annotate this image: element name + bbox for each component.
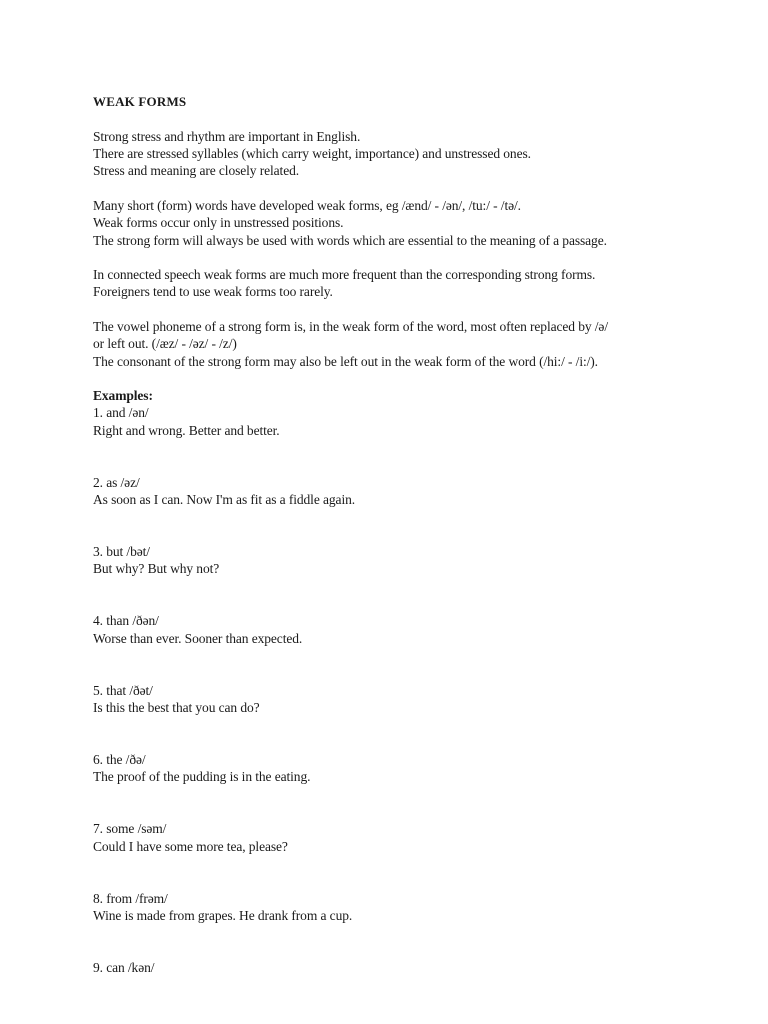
intro-line-2: There are stressed syllables (which carry weight, importance) and unstressed ones. <box>93 146 531 161</box>
example-word: 6. the /ðə/ <box>93 752 146 767</box>
para3-line-1: In connected speech weak forms are much more frequent than the corresponding strong forms. <box>93 267 596 282</box>
example-sentence: Worse than ever. Sooner than expected. <box>93 631 303 646</box>
example-word: 2. as /əz/ <box>93 475 140 490</box>
example-sentence: As soon as I can. Now I'm as fit as a fiddle again. <box>93 492 356 507</box>
example-word: 5. that /ðət/ <box>93 683 153 698</box>
para4-line-1: The vowel phoneme of a strong form is, in the weak form of the word, most often replaced by /ə/ <box>93 319 608 334</box>
example-sentence: The proof of the pudding is in the eating. <box>93 769 311 784</box>
example-sentence: Right and wrong. Better and better. <box>93 423 280 438</box>
para4-line-3: The consonant of the strong form may also be left out in the weak form of the word (/hi:/ - /i:/). <box>93 354 598 369</box>
para3-line-2: Foreigners tend to use weak forms too rarely. <box>93 284 333 299</box>
para2-line-3: The strong form will always be used with words which are essential to the meaning of a passage. <box>93 233 607 248</box>
example-sentence: Could I have some more tea, please? <box>93 839 288 854</box>
intro-line-1: Strong stress and rhythm are important in English. <box>93 129 361 144</box>
para2-line-1: Many short (form) words have developed weak forms, eg /ænd/ - /ən/, /tu:/ - /tə/. <box>93 198 521 213</box>
intro-line-3: Stress and meaning are closely related. <box>93 163 300 178</box>
example-sentence: But why? But why not? <box>93 561 220 576</box>
para4-line-2: or left out. (/æz/ - /əz/ - /z/) <box>93 336 237 351</box>
example-sentence: Wine is made from grapes. He drank from a cup. <box>93 908 353 923</box>
example-word: 4. than /ðən/ <box>93 613 159 628</box>
example-word: 7. some /səm/ <box>93 821 167 836</box>
example-sentence: Is this the best that you can do? <box>93 700 260 715</box>
example-word: 3. but /bət/ <box>93 544 150 559</box>
example-word: 1. and /ən/ <box>93 405 149 420</box>
example-word: 8. from /frəm/ <box>93 891 168 906</box>
examples-heading: Examples: <box>93 388 153 403</box>
document-title: WEAK FORMS <box>93 94 187 109</box>
para2-line-2: Weak forms occur only in unstressed positions. <box>93 215 344 230</box>
example-word: 9. can /kən/ <box>93 960 155 975</box>
